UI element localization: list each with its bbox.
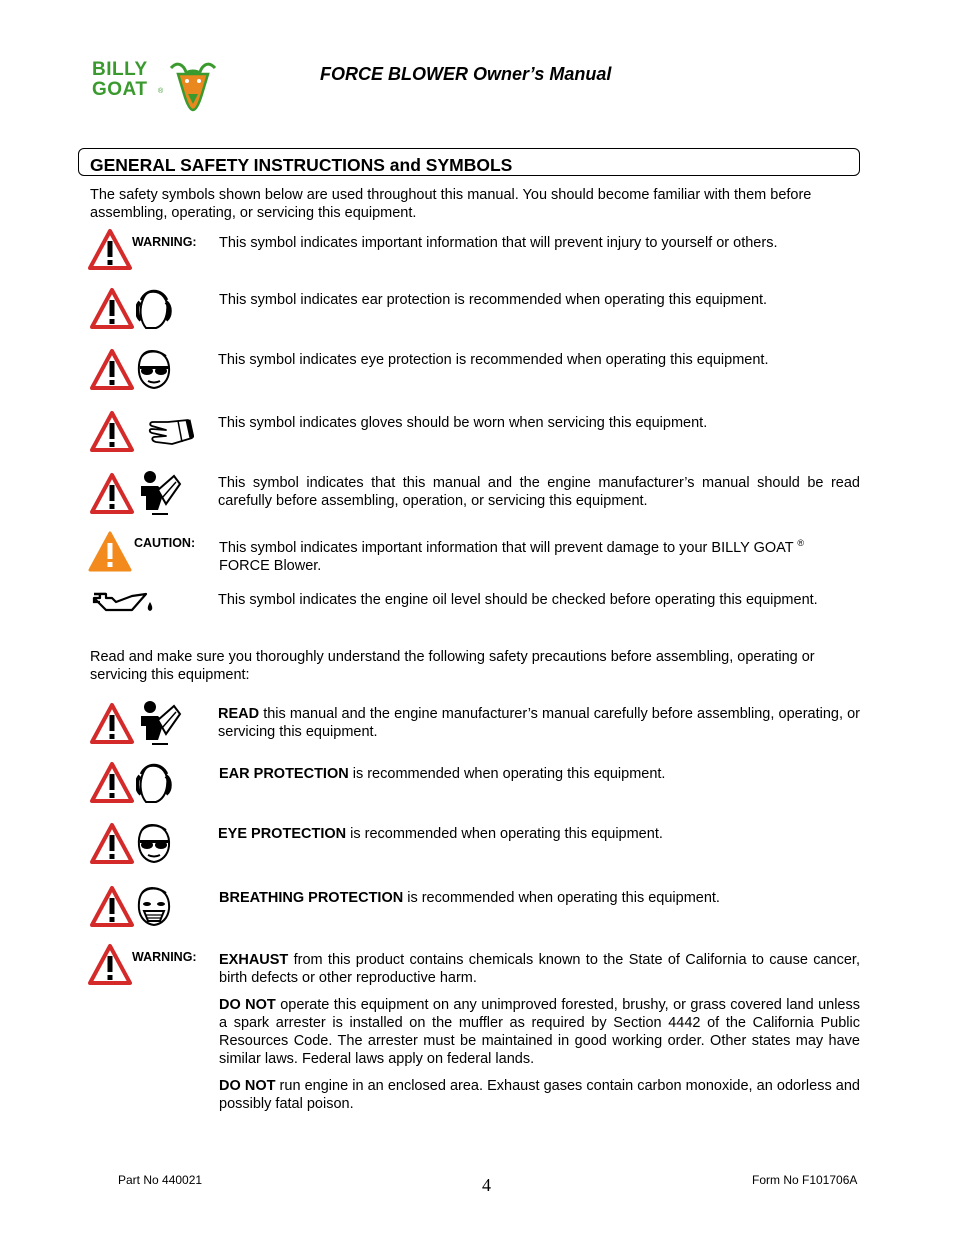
manual-symbol-description: This symbol indicates that this manual and the engine manufacturer’s manual should be read carefully before assembling, operation, or servicing this equipment. (218, 475, 860, 509)
eye-symbol-description: This symbol indicates eye protection is recommended when operating this equipment. (218, 352, 769, 368)
gloves-icon (148, 418, 194, 448)
warning-triangle-icon (90, 410, 136, 454)
exhaust-warning-label: WARNING: (132, 950, 197, 964)
logo-line2: GOAT (92, 79, 148, 100)
logo-registered-mark: ® (158, 88, 164, 95)
logo-line1: BILLY (92, 59, 148, 80)
do-not-bold: DO NOT (219, 997, 276, 1013)
ear-text: is recommended when operating this equipment. (348, 766, 666, 782)
eye-protection-icon (136, 822, 174, 866)
read-precaution (218, 705, 860, 741)
warning-triangle-icon (90, 287, 136, 331)
exhaust-text: from this product contains chemicals known to the State of California to cause cancer, birth defects or other reproductive harm. (219, 952, 860, 986)
manual-title: FORCE BLOWER Owner’s Manual (320, 64, 612, 84)
do-not-operate-text: operate this equipment on any unimproved forested, brushy, or grass covered land unless a spark arrester is installed on the muffler as required by Section 4442 of the California Public Resources Code. The arrester must be maintained in good working order. Other states may have similar laws. Federal laws apply on federal lands. (219, 997, 860, 1067)
warning-triangle-icon (88, 228, 134, 272)
warning-triangle-icon (90, 885, 136, 929)
warning-triangle-icon (90, 348, 136, 392)
breathing-protection-icon (136, 885, 174, 929)
form-number: Form No F101706A (752, 1173, 858, 1187)
caution-triangle-icon (88, 530, 134, 574)
caution-text: This symbol indicates important information that will prevent damage to your BILLY GOAT (219, 540, 794, 556)
part-number: Part No 440021 (118, 1173, 203, 1187)
warning-triangle-icon (90, 822, 136, 866)
ear-bold: EAR PROTECTION (219, 766, 349, 782)
caution-description (219, 534, 860, 575)
warning-label: WARNING: (132, 235, 197, 249)
oil-symbol-description: This symbol indicates the engine oil level should be checked before operating this equipment. (218, 592, 818, 608)
eye-text: is recommended when operating this equipment. (346, 826, 663, 842)
ear-protection-icon (136, 762, 174, 806)
eye-protection-icon (136, 348, 174, 392)
read-bold: READ (218, 706, 260, 722)
precautions-intro: Read and make sure you thoroughly understand the following safety precautions before assembling, operating or servicing this equipment: (90, 649, 815, 683)
registered-mark: ® (797, 538, 805, 548)
warning-triangle-icon (88, 943, 134, 987)
page-number: 4 (482, 1175, 491, 1195)
eye-bold: EYE PROTECTION (218, 826, 347, 842)
breathing-text: is recommended when operating this equipment. (403, 890, 720, 906)
caution-label: CAUTION: (134, 536, 196, 550)
do-not-bold: DO NOT (219, 1078, 276, 1094)
read-manual-icon (138, 470, 184, 518)
caution-text-line2: FORCE Blower. (219, 558, 322, 574)
billy-goat-logo (92, 58, 218, 112)
ear-precaution (219, 765, 860, 783)
exhaust-precaution (219, 951, 860, 987)
ear-protection-icon (136, 288, 174, 332)
do-not-run-text: run engine in an enclosed area. Exhaust gases contain carbon monoxide, an odorless and possibly fatal poison. (219, 1078, 860, 1112)
do-not-operate-paragraph (219, 996, 860, 1068)
warning-description: This symbol indicates important information that will prevent injury to yourself or others. (219, 235, 778, 251)
warning-triangle-icon (90, 472, 136, 516)
section-title: GENERAL SAFETY INSTRUCTIONS and SYMBOLS (90, 155, 513, 175)
breathing-bold: BREATHING PROTECTION (219, 890, 404, 906)
intro-paragraph: The safety symbols shown below are used throughout this manual. You should become familiar with them before assembling, operating, or servicing this equipment. (90, 187, 812, 221)
do-not-run-paragraph (219, 1077, 860, 1113)
exhaust-bold: EXHAUST (219, 952, 289, 968)
warning-triangle-icon (90, 761, 136, 805)
goat-head-icon (168, 58, 218, 112)
read-manual-icon (138, 700, 184, 748)
warning-triangle-icon (90, 702, 136, 746)
eye-precaution (218, 825, 860, 843)
breathing-precaution (219, 889, 860, 907)
ear-symbol-description: This symbol indicates ear protection is recommended when operating this equipment. (219, 292, 768, 308)
oil-can-icon (92, 588, 158, 616)
gloves-symbol-description: This symbol indicates gloves should be worn when servicing this equipment. (218, 415, 708, 431)
read-text: this manual and the engine manufacturer’s manual carefully before assembling, operating, or servicing this equipment. (218, 706, 860, 740)
